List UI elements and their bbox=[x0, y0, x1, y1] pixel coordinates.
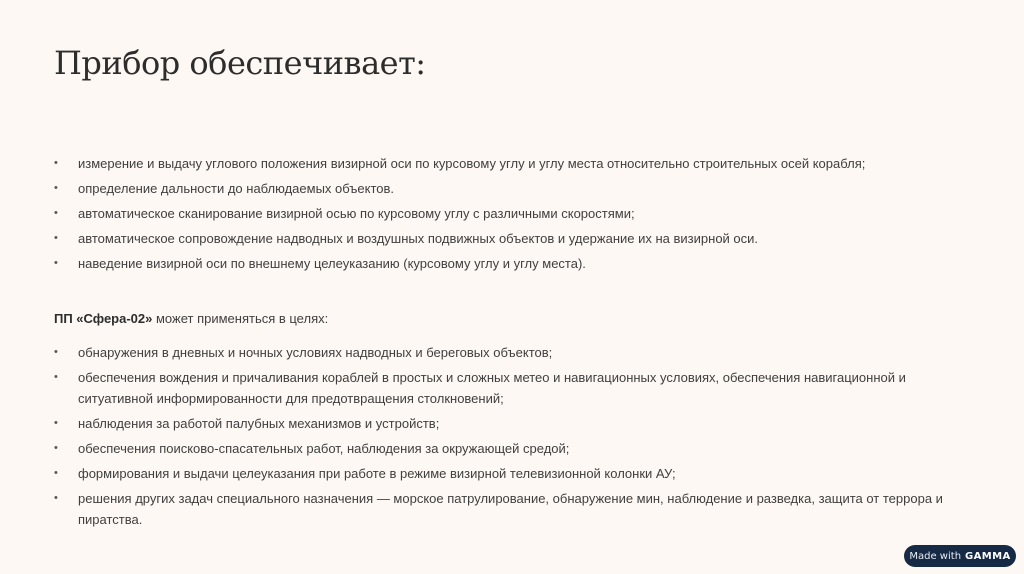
list-item: • наблюдения за работой палубных механизмов и устройств; bbox=[54, 413, 954, 434]
purposes-intro bbox=[54, 308, 328, 329]
intro-text: может применяться в целях: bbox=[152, 311, 329, 326]
list-item: • обеспечения вождения и причаливания кораблей в простых и сложных метео и навигационных условиях, обеспечения навигационной и ситуативной информированности для предотвращения столкновений; bbox=[54, 367, 954, 409]
list-item: • определение дальности до наблюдаемых объектов. bbox=[54, 178, 954, 199]
list-item: • наведение визирной оси по внешнему целеуказанию (курсовому углу и углу места). bbox=[54, 253, 954, 274]
list-item: • решения других задач специального назначения — морское патрулирование, обнаружение мин, наблюдение и разведка, защита от террора и пиратства. bbox=[54, 488, 954, 530]
made-with-gamma-badge[interactable] bbox=[904, 545, 1016, 567]
list-item: • измерение и выдачу углового положения визирной оси по курсовому углу и углу места относительно строительных осей корабля; bbox=[54, 153, 954, 174]
badge-prefix: Made with bbox=[909, 550, 962, 562]
slide-title: Прибор обеспечивает: bbox=[54, 44, 426, 82]
device-name: ПП «Сфера-02» bbox=[54, 311, 153, 326]
list-item: • автоматическое сканирование визирной осью по курсовому углу с различными скоростями; bbox=[54, 203, 954, 224]
purposes-list bbox=[54, 342, 954, 534]
badge-brand: GAMMA bbox=[965, 550, 1011, 562]
list-item: • автоматическое сопровождение надводных и воздушных подвижных объектов и удержание их на визирной оси. bbox=[54, 228, 954, 249]
list-item: • обеспечения поисково-спасательных работ, наблюдения за окружающей средой; bbox=[54, 438, 954, 459]
list-item: • обнаружения в дневных и ночных условиях надводных и береговых объектов; bbox=[54, 342, 954, 363]
capabilities-list bbox=[54, 153, 954, 278]
list-item: • формирования и выдачи целеуказания при работе в режиме визирной телевизионной колонки АУ; bbox=[54, 463, 954, 484]
